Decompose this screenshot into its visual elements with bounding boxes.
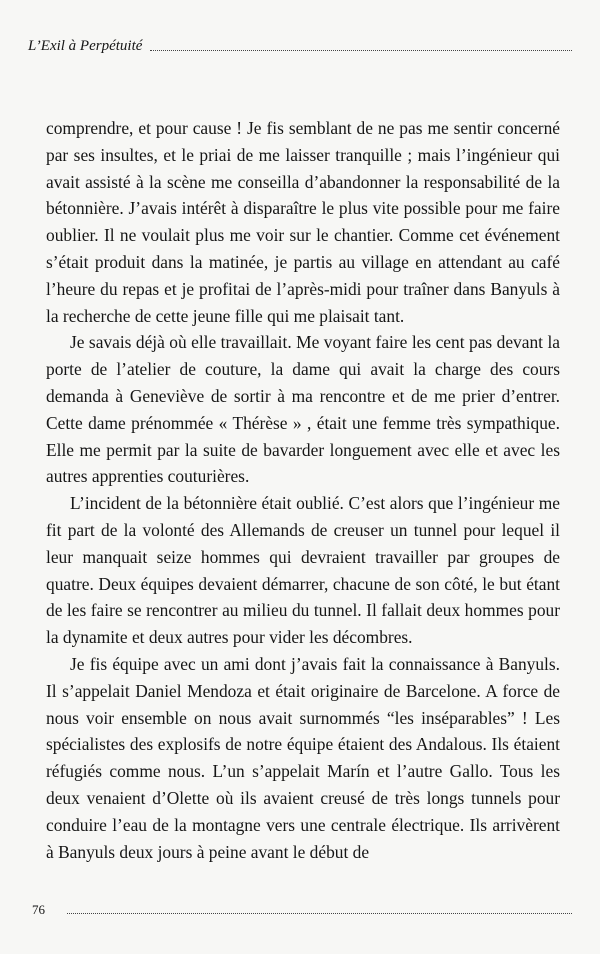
page-number: 76: [32, 902, 45, 917]
paragraph: L’incident de la bétonnière était oublié. C’est alors que l’ingénieur me fit part de la volonté des Allemands de creuser un tunnel pour lequel il leur manquait seize hommes qui devraient travailler par groupes de quatre. Deux équipes devaient démarrer, chacune de son côté, le but étant de les faire se rencontrer au milieu du tunnel. Il fallait deux hommes pour la dynamite et deux autres pour vider les décombres.: [46, 493, 560, 648]
paragraph: comprendre, et pour cause ! Je fis semblant de ne pas me sentir concerné par ses insultes, et le priai de me laisser tranquille ; mais l’ingénieur qui avait assisté à la scène me conseilla d’abandonner la responsabilité de la bétonnière. J’avais intérêt à disparaître le plus vite possible pour me faire oublier. Il ne voulait plus me voir sur le chantier. Comme cet événement s’était produit dans la matinée, je partis au village en attendant au café l’heure du repas et je profitai de l’après-midi pour traîner dans Banyuls à la recherche de cette jeune fille qui me plaisait tant.: [46, 118, 560, 326]
body-text: [46, 115, 560, 865]
running-header: [28, 30, 572, 54]
running-footer: [32, 896, 572, 916]
paragraph: Je fis équipe avec un ami dont j’avais fait la connaissance à Banyuls. Il s’appelait Daniel Mendoza et était originaire de Barcelone. A force de nous voir ensemble on nous avait surnommés “les inséparables” ! Les spécialistes des explosifs de notre équipe étaient des Andalous. Ils étaient réfugiés comme nous. L’un s’appelait Marín et l’autre Gallo. Tous les deux venaient d’Olette où ils avaient creusé de très longs tunnels pour conduire l’eau de la montagne vers une centrale électrique. Ils arrivèrent à Banyuls deux jours à peine avant le début de: [46, 653, 560, 862]
header-title: L’Exil à Perpétuité: [28, 38, 143, 54]
footer-dotted-leader: [67, 913, 572, 914]
paragraph: Je savais déjà où elle travaillait. Me voyant faire les cent pas devant la porte de l’atelier de couture, la dame qui avait la charge des cours demanda à Geneviève de sortir à ma rencontre et de me prier d’entrer. Cette dame prénommée « Thérèse » , était une femme très sympathique. Elle me permit par la suite de bavarder longuement avec elle et avec les autres apprenties couturières.: [46, 332, 560, 487]
header-dotted-leader: [150, 50, 572, 51]
